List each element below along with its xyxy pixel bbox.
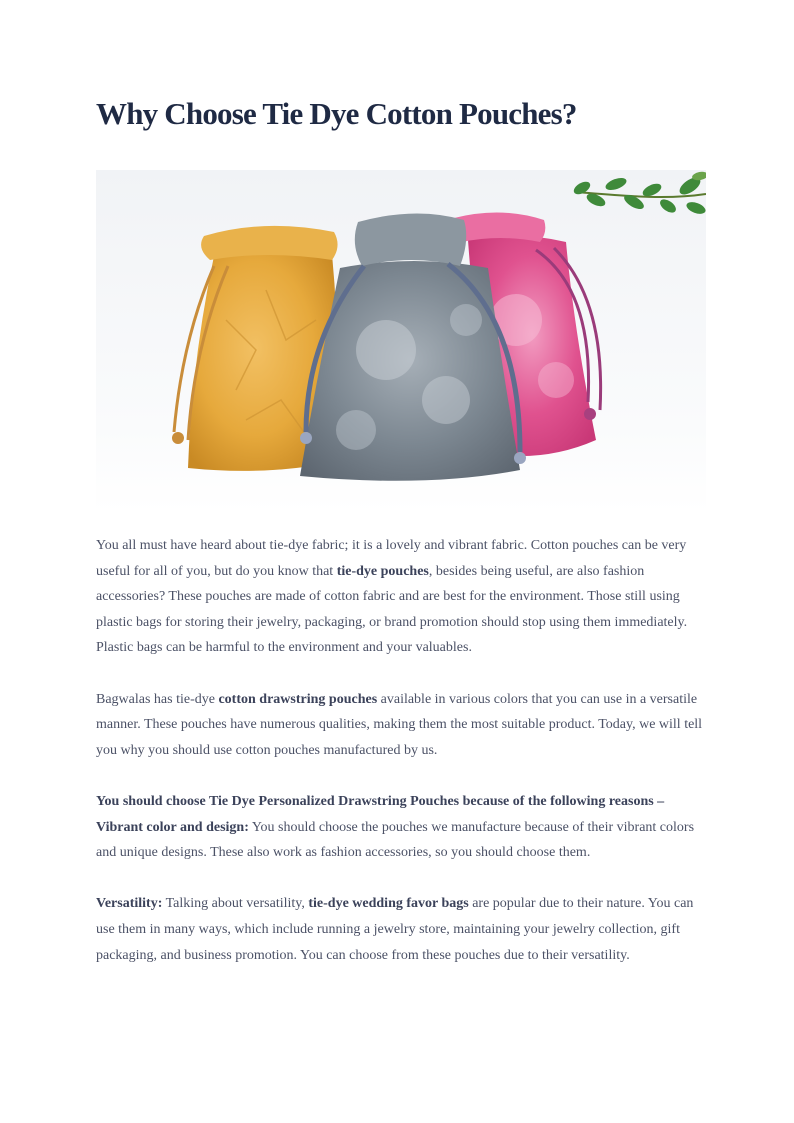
- intro-paragraph: You all must have heard about tie-dye fabric; it is a lovely and vibrant fabric. Cotton pouches can be very useful for all of you, but do you know that tie-dye pouches, besides being useful, are also fashion accessories? These pouches are made of cotton fabric and are best for the environment. Those still using plastic bags for storing their jewelry, packaging, or brand promotion should stop using them immediately. Plastic bags can be harmful to the environment and your valuables.: [96, 538, 688, 656]
- versatility-paragraph: Versatility: Talking about versatility, tie-dye wedding favor bags are popular due to their nature. You can use them in many ways, which include running a jewelry store, maintaining your jewelry collection, gift packaging, and business promotion. You can choose from these pouches due to their versatility.: [96, 896, 694, 963]
- tie-dye-pouches-photo: [96, 170, 706, 513]
- article-body: [96, 533, 708, 994]
- tie-dye-pouches-link[interactable]: tie-dye pouches: [336, 563, 429, 579]
- cotton-drawstring-pouches-link[interactable]: cotton drawstring pouches: [218, 691, 378, 707]
- vibrant-color-label: Vibrant color and design:: [96, 819, 249, 835]
- reasons-paragraph: You should choose Tie Dye Personalized Drawstring Pouches because of the following reasons – Vibrant color and design: You should choose the pouches we manufacture because of their vibrant colors and unique designs. These also work as fashion accessories, so you should choose them.: [96, 793, 695, 861]
- versatility-label: Versatility:: [96, 896, 163, 912]
- page-title: Why Choose Tie Dye Cotton Pouches?: [96, 96, 577, 131]
- tie-dye-wedding-favor-bags-link[interactable]: tie-dye wedding favor bags: [308, 896, 469, 912]
- bagwalas-paragraph: Bagwalas has tie-dye cotton drawstring pouches available in various colors that you can use in a versatile manner. These pouches have numerous qualities, making them the most suitable product. Today, we will tell you why you should use cotton pouches manufactured by us.: [96, 691, 703, 758]
- reasons-heading: You should choose Tie Dye Personalized Drawstring Pouches because of the following reasons –: [96, 793, 665, 809]
